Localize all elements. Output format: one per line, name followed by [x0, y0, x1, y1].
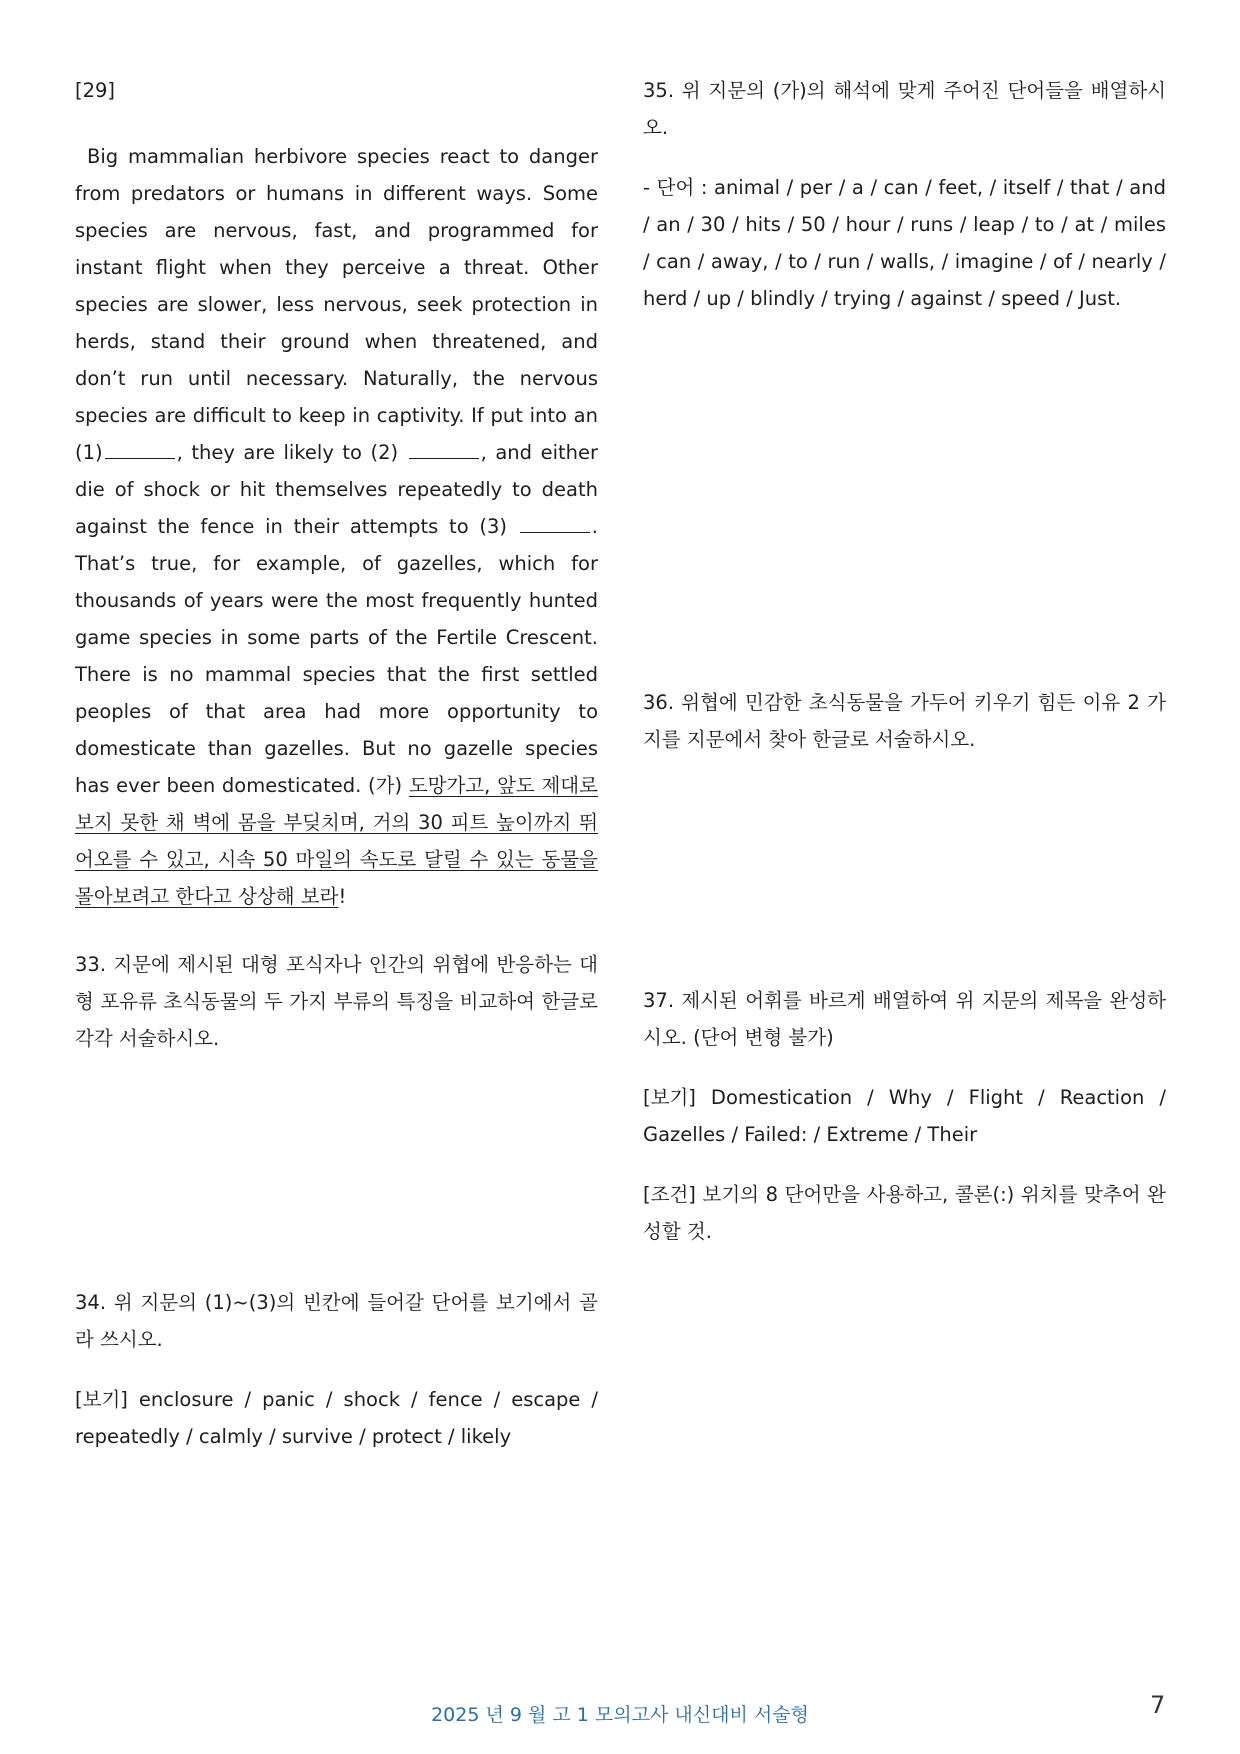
- question-37-options: [보기] Domestication / Why / Flight / Reaction / Gazelles / Failed: / Extreme / Their: [643, 1086, 1166, 1146]
- question-37-text: 37. 제시된 어휘를 바르게 배열하여 위 지문의 제목을 완성하시오. (단어 변형 불가): [643, 989, 1166, 1049]
- passage-number: [29]: [75, 79, 116, 102]
- passage-text-1: Big mammalian herbivore species react to danger from predators or humans in different ways. Some species are nervous, fast, and programmed for instant flight when they perceive a threat. Other species are slower, less nervous, seek protection in herds, stand their ground when threatened, and don’t run until necessary. Naturally, the nervous species are difficult to keep in captivity. If put into an (1): [75, 145, 598, 464]
- question-37-condition: [조건] 보기의 8 단어만을 사용하고, 콜론(:) 위치를 맞추어 완성할 것.: [643, 1183, 1166, 1243]
- question-36: [643, 684, 1166, 758]
- passage-section: [75, 72, 598, 915]
- blank-2: [409, 440, 479, 459]
- question-35-words: - 단어 : animal / per / a / can / feet, / itself / that / and / an / 30 / hits / 50 / hour / runs / leap / to / at / miles / can / away, / to / run / walls, / imagine / of / nearly / herd / up / blindly / trying / against / speed / Just.: [643, 176, 1166, 310]
- underlined-passage-ga: 도망가고, 앞도 제대로 보지 못한 채 벽에 몸을 부딪치며, 거의 30 피트 높이까지 뛰어오를 수 있고, 시속 50 마일의 속도로 달릴 수 있는 동물을 몰아보려고 한다고 상상해 보라: [75, 774, 598, 908]
- passage-text-3: , and either die of shock or hit themselves repeatedly to death against the fence in their attempts to (3): [75, 441, 599, 538]
- question-34-options: [보기] enclosure / panic / shock / fence / escape / repeatedly / calmly / survive / protect / likely: [75, 1388, 598, 1448]
- question-34: [75, 1284, 598, 1455]
- question-33: [75, 946, 598, 1057]
- question-36-text: 36. 위협에 민감한 초식동물을 가두어 키우기 힘든 이유 2 가지를 지문에서 찾아 한글로 서술하시오.: [643, 691, 1166, 751]
- passage-text-4: . That’s true, for example, of gazelles, which for thousands of years were the most frequently hunted game species in some parts of the Fertile Crescent. There is no mammal species that the first settled peoples of that area had more opportunity to domesticate than gazelles. But no gazelle species has ever been domesticated. (가): [75, 515, 598, 797]
- passage-end-mark: !: [338, 885, 347, 908]
- blank-3: [520, 514, 590, 533]
- passage-body: [75, 138, 598, 915]
- question-35: [643, 72, 1166, 317]
- question-33-text: 33. 지문에 제시된 대형 포식자나 인간의 위협에 반응하는 대형 포유류 초식동물의 두 가지 부류의 특징을 비교하여 한글로 각각 서술하시오.: [75, 953, 598, 1050]
- question-34-text: 34. 위 지문의 (1)~(3)의 빈칸에 들어갈 단어를 보기에서 골라 쓰시오.: [75, 1291, 598, 1351]
- question-35-text: 35. 위 지문의 (가)의 해석에 맞게 주어진 단어들을 배열하시오.: [643, 79, 1166, 139]
- passage-text-2: , they are likely to (2): [176, 441, 399, 464]
- blank-1: [105, 440, 175, 459]
- question-37: [643, 982, 1166, 1250]
- page-footer: 2025 년 9 월 고 1 모의고사 내신대비 서술형: [431, 1704, 809, 1726]
- page-number: 7: [1150, 1691, 1166, 1719]
